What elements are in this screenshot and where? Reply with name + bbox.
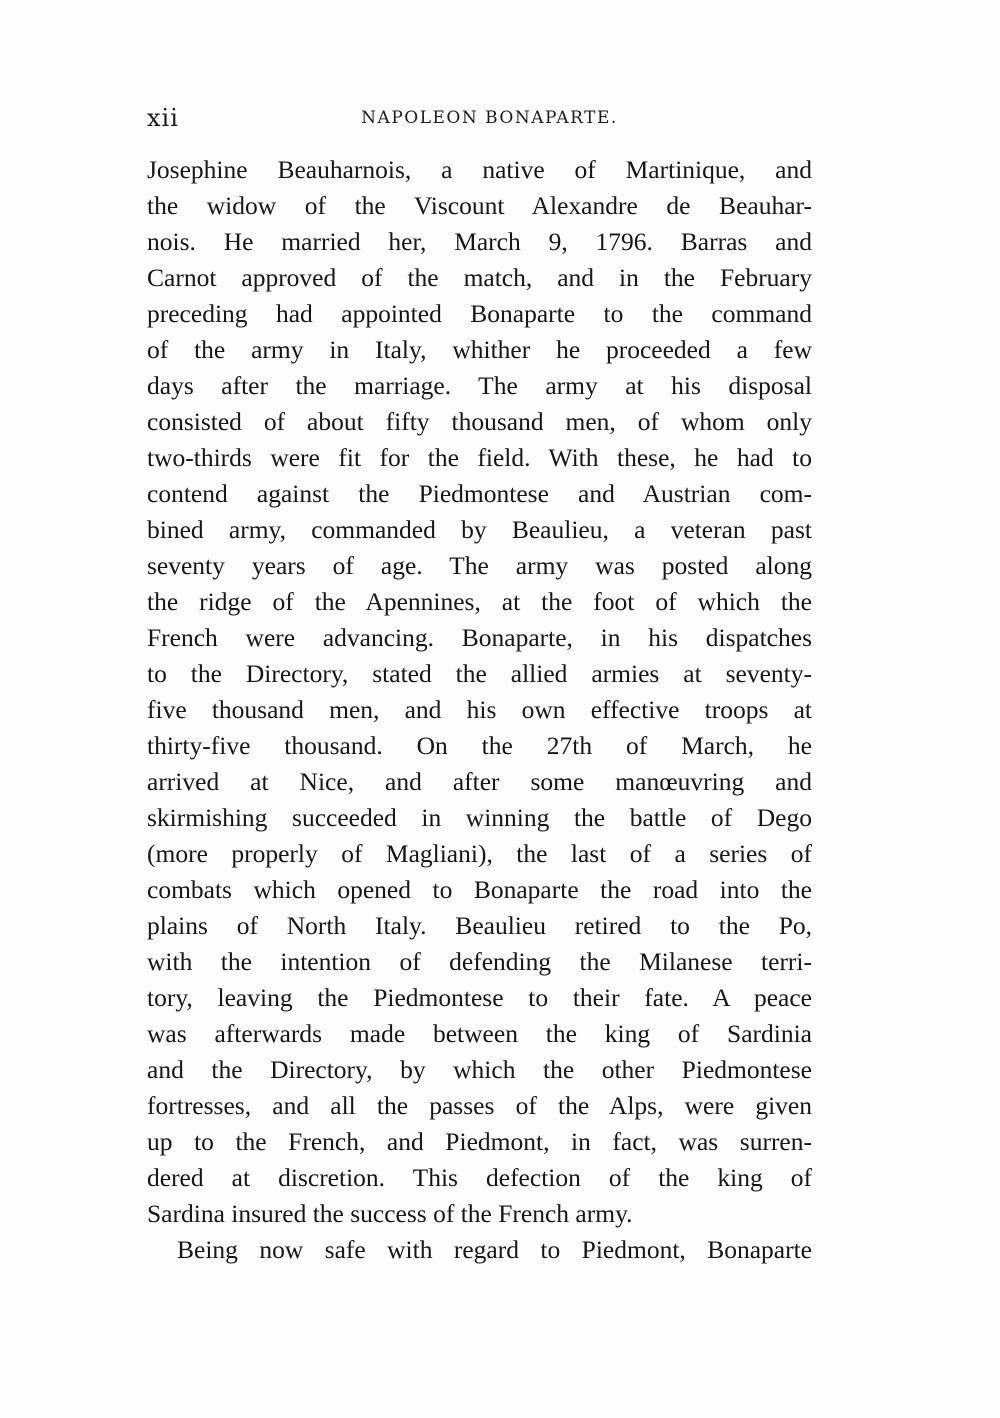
text-line: to the Directory, stated the allied armies at seventy- xyxy=(147,659,812,688)
text-line: bined army, commanded by Beaulieu, a veteran past xyxy=(147,515,812,544)
page-number: xii xyxy=(147,104,179,132)
text-line: the widow of the Viscount Alexandre de Beauhar- xyxy=(147,191,812,220)
text-line: up to the French, and Piedmont, in fact, was surren- xyxy=(147,1127,812,1156)
text-line: Josephine Beauharnois, a native of Martinique, and xyxy=(147,155,812,184)
text-line: two-thirds were fit for the field. With these, he had to xyxy=(147,443,812,472)
running-head: NAPOLEON BONAPARTE. xyxy=(361,108,618,128)
text-line: fortresses, and all the passes of the Alps, were given xyxy=(147,1091,812,1120)
text-line: arrived at Nice, and after some manœuvring and xyxy=(147,767,812,796)
text-line: days after the marriage. The army at his disposal xyxy=(147,371,812,400)
text-line: was afterwards made between the king of Sardinia xyxy=(147,1019,812,1048)
paragraph-end-line: Sardina insured the success of the French army. xyxy=(147,1199,633,1228)
text-line: (more properly of Magliani), the last of a series of xyxy=(147,839,812,868)
text-line: the ridge of the Apennines, at the foot of which the xyxy=(147,587,812,616)
text-line: consisted of about fifty thousand men, of whom only xyxy=(147,407,812,436)
text-line: plains of North Italy. Beaulieu retired to the Po, xyxy=(147,911,812,940)
text-line: combats which opened to Bonaparte the road into the xyxy=(147,875,812,904)
text-line: of the army in Italy, whither he proceeded a few xyxy=(147,335,812,364)
paragraph-start-line: Being now safe with regard to Piedmont, Bonaparte xyxy=(177,1235,812,1264)
text-line: nois. He married her, March 9, 1796. Barras and xyxy=(147,227,812,256)
text-line: dered at discretion. This defection of the king of xyxy=(147,1163,812,1192)
text-line: and the Directory, by which the other Piedmontese xyxy=(147,1055,812,1084)
text-line: skirmishing succeeded in winning the battle of Dego xyxy=(147,803,812,832)
text-line: five thousand men, and his own effective troops at xyxy=(147,695,812,724)
text-line: preceding had appointed Bonaparte to the command xyxy=(147,299,812,328)
text-line: seventy years of age. The army was posted along xyxy=(147,551,812,580)
body-text xyxy=(147,152,812,1268)
text-line: contend against the Piedmontese and Austrian com- xyxy=(147,479,812,508)
text-line: French were advancing. Bonaparte, in his dispatches xyxy=(147,623,812,652)
text-line: Carnot approved of the match, and in the February xyxy=(147,263,812,292)
text-line: thirty-five thousand. On the 27th of March, he xyxy=(147,731,812,760)
page-header xyxy=(147,100,812,136)
text-line: tory, leaving the Piedmontese to their fate. A peace xyxy=(147,983,812,1012)
text-line: with the intention of defending the Milanese terri- xyxy=(147,947,812,976)
